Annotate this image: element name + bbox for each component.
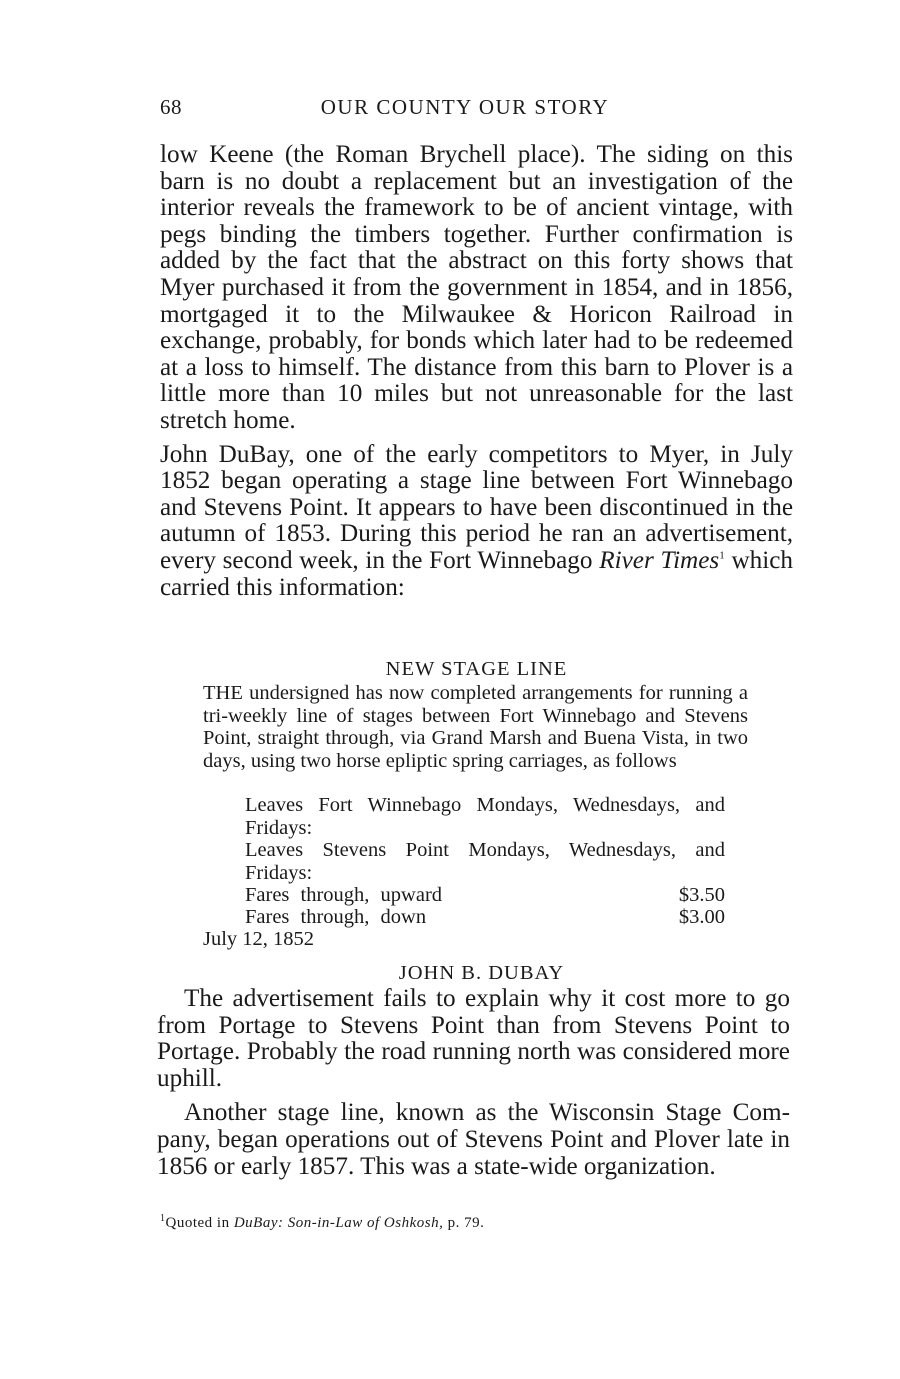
paragraph-2-text-end: which carried this information: <box>160 546 793 601</box>
advertisement-signature: JOHN B. DUBAY <box>398 962 565 984</box>
fare-label: Fares through, down <box>245 906 427 928</box>
footnote-mark: 1 <box>160 1213 166 1224</box>
advertisement-date: July 12, 1852 <box>203 928 315 950</box>
paragraph-4: Another stage line, known as the Wisconsin Stage Company, began operations out of Stevens Point and Plover late in 1856 or early 1857. This was a state-wide organization. <box>157 1099 790 1180</box>
running-head: OUR COUNTY OUR STORY <box>320 95 610 119</box>
paragraph-2-text: John DuBay, one of the early competitors to Myer, in July 1852 began operating a stage line between Fort Winnebago and Stevens Point. It appears to have been discontinued in the autumn of 1853. During this period he ran an advertisement, every second week, in the Fort Winnebago <box>160 440 793 574</box>
paragraph-1: low Keene (the Roman Brychell place). The siding on this barn is no doubt a replacement but an investigation of the interior reveals the framework to be of ancient vintage, with pegs binding the timbers together. Further confirmation is added by the fact that the abstract on this forty shows that Myer purchased it from the government in 1854, and in 1856, mortgaged it to the Milwaukee & Horicon Railroad in exchange, probably, for bonds which later had to be redeemed at a loss to himself. The distance from this barn to Plover is a little more than 10 miles but not unreasonable for the last stretch home. <box>160 141 793 434</box>
advertisement-heading: NEW STAGE LINE <box>385 658 568 680</box>
fare-amount: $3.50 <box>678 884 725 906</box>
footnote-title: DuBay: Son-in-Law of Oshkosh, <box>233 1215 444 1231</box>
advertisement-text: THE undersigned has now completed arrangements for running a tri-weekly line of stages between Fort Winnebago and Stevens Point, straight through, via Grand Marsh and Buena Vista, in two days, using two horse epliptic spring carriages, as follows <box>203 682 748 772</box>
paragraph-2 <box>160 442 793 602</box>
schedule-stevens-point: Leaves Stevens Point Mondays, Wednesdays, and Fridays: <box>245 839 725 884</box>
footnote-reference: 1 <box>719 549 725 562</box>
fare-label: Fares through, upward <box>245 884 443 906</box>
footnote-suffix: p. 79. <box>447 1215 485 1231</box>
page-number: 68 <box>160 95 182 119</box>
fare-amount: $3.00 <box>678 906 725 928</box>
footnote <box>160 1215 484 1232</box>
schedule-fort-winnebago: Leaves Fort Winnebago Mondays, Wednesdays, and Fridays: <box>245 794 725 839</box>
newspaper-title: River Times <box>599 546 720 574</box>
paragraph-3: The advertisement fails to explain why it cost more to go from Portage to Stevens Point than from Stevens Point to Portage. Probably the road running north was considered more uphill. <box>157 985 790 1092</box>
main-text-bottom <box>157 986 790 1180</box>
footnote-prefix: Quoted in <box>165 1215 230 1231</box>
main-text-top <box>160 142 793 601</box>
